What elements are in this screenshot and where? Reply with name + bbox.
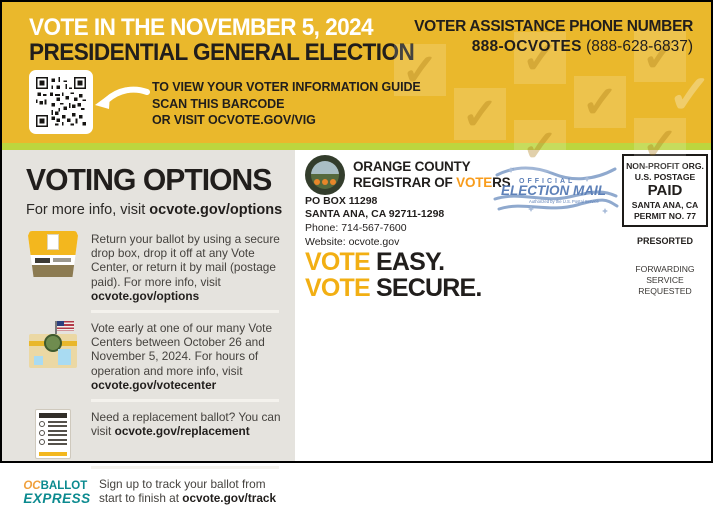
voting-options-subtitle [26,202,283,218]
voting-options-title: VOTING OPTIONS [26,162,272,197]
vote-easy-secure-slogan: VOTE EASY. VOTE SECURE. [305,248,482,302]
election-title-line1: VOTE IN THE NOVEMBER 5, 2024 [29,14,374,41]
phone-line: Phone: 714-567-7600 [305,222,407,234]
item-text [91,409,283,438]
phone-numeric: (888-628-6837) [586,38,693,55]
postage-block [622,154,708,297]
checkmark-watermark-icon [634,118,686,170]
list-item-vote-center [26,320,283,392]
item-text [91,320,283,392]
scan-line: TO VIEW YOUR VOTER INFORMATION GUIDE [152,80,421,94]
qr-code [29,70,93,134]
logo-ballot: BALLOT [40,480,88,493]
vote-center-building-icon [27,320,79,372]
voting-options-list [23,231,283,506]
oc-ballot-express-logo [23,476,90,504]
address-line: SANTA ANA, CA 92711-1298 [305,208,445,220]
postage-line: NON-PROFIT ORG. [626,161,704,171]
curved-arrow-icon [95,86,149,116]
contact-info [305,222,407,249]
item-url: ocvote.gov/options [91,288,200,303]
item-text [99,476,283,505]
registrar-name-line2: REGISTRAR OF VOTERS [353,174,511,190]
checkmark-watermark-icon [664,68,716,120]
replacement-ballot-icon [35,409,71,459]
logo-oc: OC [23,480,41,493]
return-address [305,195,444,221]
registrar-name [353,159,510,190]
registrar-name-line1: ORANGE COUNTY [353,159,471,174]
mail-logo-title-text: ELECTION MAIL [501,183,606,198]
checkmark-watermark-icon [514,120,566,172]
item-url: ocvote.gov/track [182,491,277,506]
mailing-panel [295,150,711,461]
orange-county-seal-icon [305,155,345,195]
website-line: Website: ocvote.gov [305,235,400,248]
lime-divider-strip [2,143,711,150]
qr-code-icon [36,77,86,127]
phone-vanity: 888-OCVOTES [471,38,582,55]
postage-line: PERMIT NO. 77 [633,210,697,221]
subtitle-url: ocvote.gov/options [149,202,283,218]
us-flag-icon [57,321,74,331]
postage-paid: PAID [647,182,683,199]
top-banner [2,2,711,143]
ballot-drop-box-icon [28,231,78,277]
mail-logo-tagline-text: Authorized by the U.S. Postal Service [529,199,599,204]
assistance-phone [414,38,693,56]
subtitle-text: For more info, visit [26,202,146,218]
checkmark-watermark-icon [574,76,626,128]
divider [91,466,279,469]
divider [91,399,279,402]
scan-instructions [152,79,421,129]
address-line: PO BOX 11298 [305,195,378,207]
scan-line: OR VISIT OCVOTE.GOV/VIG [152,113,316,127]
item-body: Sign up to track your ballot from start to finish at [99,477,266,506]
item-url: ocvote.gov/votecenter [91,377,217,392]
voter-assistance-block [414,18,693,56]
election-title-line2: PRESIDENTIAL GENERAL ELECTION [29,39,415,66]
item-body: Return your ballot by using a secure drop box, drop it off at any Vote Center, or return it by mail (postage paid). For more info, visit [91,232,280,289]
item-text [91,231,283,303]
postage-line: SANTA ANA, CA [631,200,699,210]
assistance-label: VOTER ASSISTANCE PHONE NUMBER [414,18,693,35]
presorted-label: PRESORTED [636,236,693,246]
mail-logo-official-text: OFFICIAL [519,178,576,185]
list-item-replacement-ballot [26,409,283,459]
item-body: Need a replacement ballot? You can visit [91,410,281,439]
item-body: Vote early at one of our many Vote Centers between October 26 and November 5, 2024. For hours of operation and more info, visit [91,321,273,378]
checkmark-watermark-icon [454,88,506,140]
logo-express: EXPRESS [23,491,91,506]
list-item-drop-box [26,231,283,303]
list-item-ballot-tracking [23,476,283,506]
item-url: ocvote.gov/replacement [114,424,250,439]
voting-options-panel [2,150,295,506]
divider [91,310,279,313]
scan-line: SCAN THIS BARCODE [152,96,285,111]
postage-line: U.S. POSTAGE [634,171,696,182]
forwarding-notice: FORWARDING SERVICE REQUESTED [635,264,695,296]
